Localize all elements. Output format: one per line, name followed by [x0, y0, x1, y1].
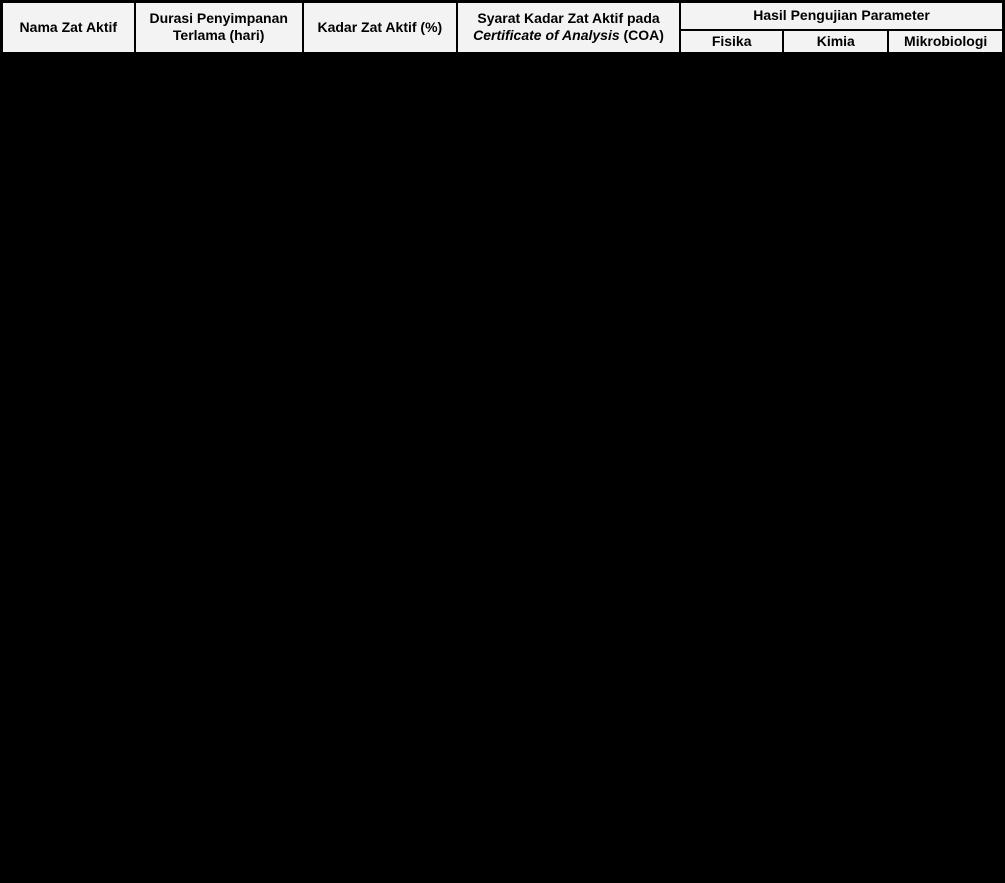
table-header-row-main: [2, 2, 1004, 30]
column-header-syarat-coa: [457, 2, 680, 54]
subcolumn-header-mikrobiologi: Mikrobiologi: [888, 30, 1003, 54]
column-header-nama-zat-aktif: Nama Zat Aktif: [2, 2, 135, 54]
subcolumn-header-kimia: Kimia: [783, 30, 888, 54]
subcolumn-header-fisika: Fisika: [680, 30, 783, 54]
table-body-blackout-area: [0, 55, 1005, 883]
column-header-hasil-pengujian-parameter: Hasil Pengujian Parameter: [680, 2, 1003, 30]
syarat-coa-suffix: (COA): [623, 27, 664, 44]
syarat-coa-italic-text: Certificate of Analysis: [473, 27, 620, 44]
column-header-kadar-zat-aktif: Kadar Zat Aktif (%): [303, 2, 457, 54]
syarat-coa-line1: Syarat Kadar Zat Aktif pada: [477, 10, 660, 27]
test-parameters-table: [0, 0, 1005, 55]
column-header-durasi-penyimpanan: Durasi Penyimpanan Terlama (hari): [135, 2, 303, 54]
